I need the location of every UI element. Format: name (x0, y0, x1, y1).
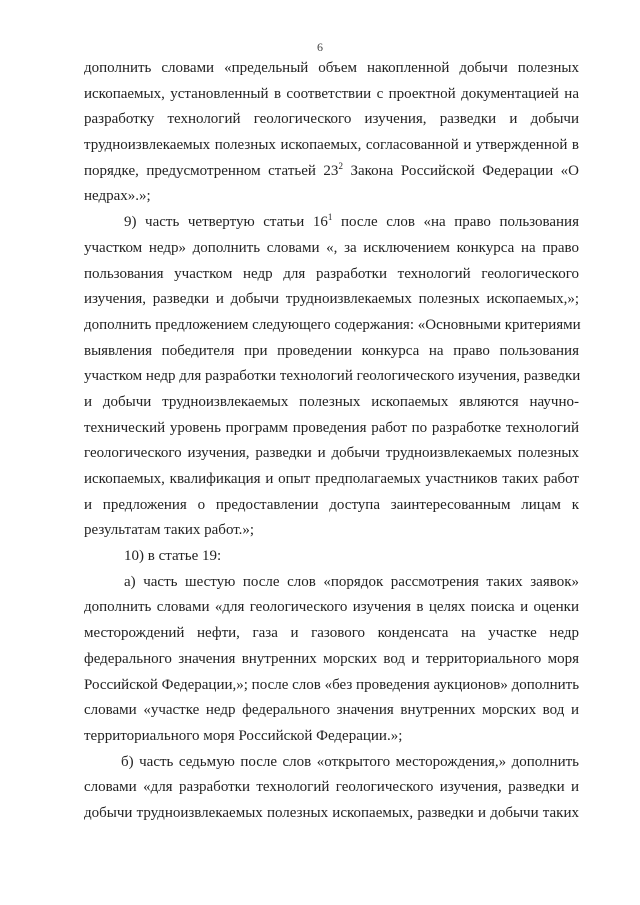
text-line: трудноизвлекаемых полезных ископаемых, согласованной и утвержденной в (84, 137, 579, 154)
subparagraph-b-start: б) часть седьмую после слов «открытого месторождения,» дополнить (121, 753, 579, 770)
text-line: дополнить предложением следующего содержания: «Основными критериями (84, 316, 581, 333)
text-line: недрах».»; (84, 188, 151, 205)
document-body (84, 56, 579, 827)
text-line: ископаемых, установленный в соответствии с проектной документацией на (84, 85, 579, 102)
text-line: словами «для разработки технологий геологического изучения, разведки и (84, 779, 579, 796)
text-line: выявления победителя при проведении конкурса на право пользования (84, 342, 579, 359)
text-line: федерального значения внутренних морских вод и территориального моря (84, 650, 579, 667)
text-line: участком недр для разработки технологий геологического изучения, разведки (84, 368, 581, 385)
text-line: геологического изучения, разведки и добычи трудноизвлекаемых полезных (84, 445, 579, 462)
text-segment: 9) часть четвертую статьи 16 (124, 214, 328, 231)
text-line: Российской Федерации,»; после слов «без проведения аукционов» дополнить (84, 676, 580, 693)
text-line: результатам таких работ.»; (84, 522, 255, 539)
text-line: месторождений нефти, газа и газового конденсата на участке недр (84, 625, 579, 642)
text-segment: после слов «на право пользования (332, 214, 579, 231)
text-line: и предложения о предоставлении доступа заинтересованным лицам к (84, 496, 579, 513)
text-line: территориального моря Российской Федерации.»; (84, 727, 403, 744)
text-segment: порядке, предусмотренном статьей 23 (84, 162, 339, 179)
paragraph-9-start (84, 210, 579, 236)
text-line: дополнить словами «для геологического изучения в целях поиска и оценки (84, 599, 579, 616)
page-number: 6 (317, 40, 323, 54)
text-segment: Закона Российской Федерации «О (342, 162, 580, 179)
superscript: 1 (327, 212, 333, 223)
text-line: изучения, разведки и добычи трудноизвлекаемых полезных ископаемых,»; (84, 291, 579, 308)
text-line: пользования участком недр для разработки технологий геологического (84, 265, 579, 282)
text-line: добычи трудноизвлекаемых полезных ископаемых, разведки и добычи таких (84, 804, 579, 821)
text-line: дополнить словами «предельный объем накопленной добычи полезных (84, 60, 579, 76)
text-line: словами «участке недр федерального значения внутренних морских вод и (84, 702, 579, 719)
subparagraph-a-start: а) часть шестую после слов «порядок рассмотрения таких заявок» (124, 573, 579, 590)
text-line: и добычи трудноизвлекаемых полезных ископаемых являются научно- (84, 393, 579, 410)
text-line: участком недр» дополнить словами «, за исключением конкурса на право (84, 239, 579, 256)
text-line: разработку технологий геологического изучения, разведки и добычи (84, 111, 579, 128)
text-line: технический уровень программ проведения работ по разработке технологий (84, 419, 579, 436)
superscript: 2 (338, 160, 343, 171)
text-line: ископаемых, квалификация и опыт предполагаемых участников таких работ (84, 471, 579, 487)
text-line-with-superscript (84, 159, 579, 185)
paragraph-10-heading: 10) в статье 19: (124, 548, 222, 565)
